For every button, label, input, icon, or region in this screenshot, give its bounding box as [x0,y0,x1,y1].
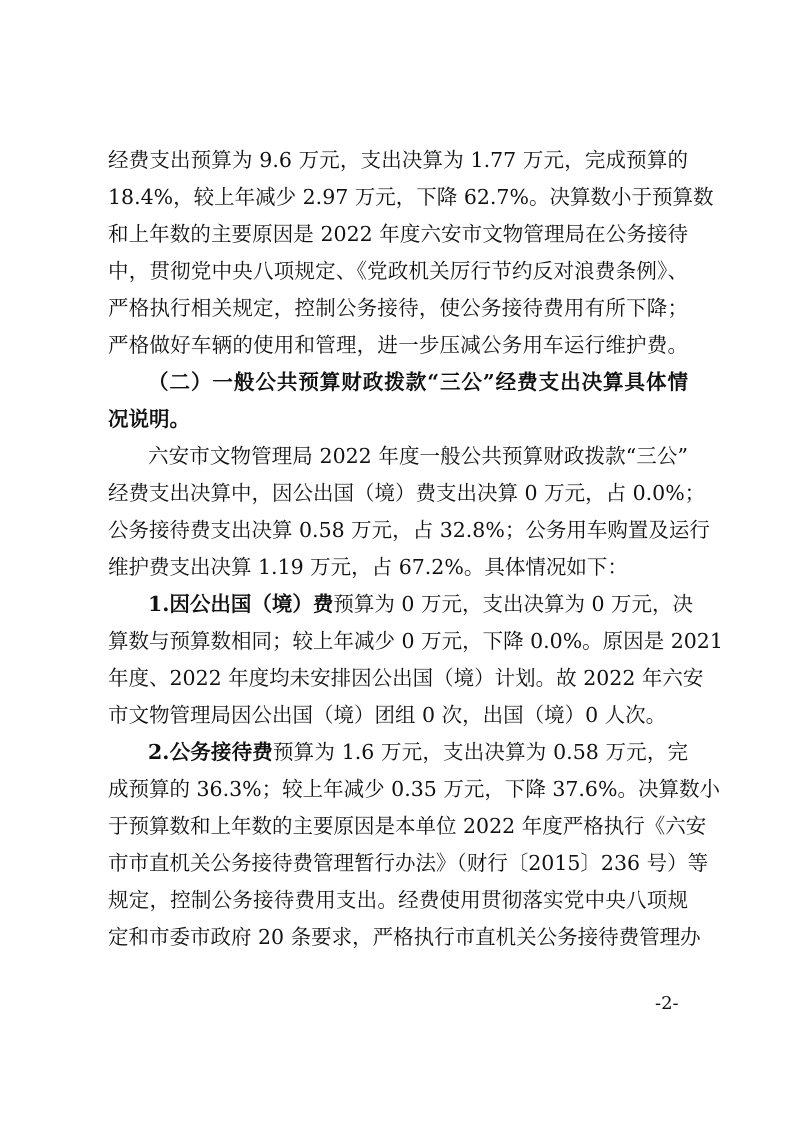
section-heading: （二）一般公共预算财政拨款“三公”经费支出决算具体情 [148,370,688,394]
body-text-line: 成预算的 36.3%；较上年减少 0.35 万元，下降 37.6%。决算数小 [108,777,720,801]
body-text-line: 维护费支出决算 1.19 万元，占 67.2%。具体情况如下： [108,555,628,579]
item-1-text: 预算为 0 万元，支出决算为 0 万元，决 [333,592,694,616]
body-text-line: 定和市委市政府 20 条要求，严格执行市直机关公务接待费管理办 [108,925,701,949]
body-text-line: 市文物管理局因公出国（境）团组 0 次，出国（境）0 人次。 [108,703,667,727]
body-text-line: 于预算数和上年数的主要原因是本单位 2022 年度严格执行《六安 [108,814,707,838]
body-text-line: 算数与预算数相同；较上年减少 0 万元，下降 0.0%。原因是 2021 [108,629,723,653]
body-text-line: 经费支出决算中，因公出国（境）费支出决算 0 万元，占 0.0%； [108,481,706,505]
item-2-text: 预算为 1.6 万元，支出决算为 0.58 万元，完 [272,740,689,764]
page-number: -2- [655,993,679,1014]
body-text-line: 年度、2022 年度均未安排因公出国（境）计划。故 2022 年六安 [108,666,704,690]
body-text-line: 经费支出预算为 9.6 万元，支出决算为 1.77 万元，完成预算的 [108,148,688,172]
body-text-line: 规定，控制公务接待费用支出。经费使用贯彻落实党中央八项规 [108,888,688,912]
body-text-line: 六安市文物管理局 2022 年度一般公共预算财政拨款“三公” [148,444,688,468]
body-text-line: 中，贯彻党中央八项规定、《党政机关厉行节约反对浪费条例》、 [108,259,688,283]
body-text-line: 18.4%，较上年减少 2.97 万元，下降 62.7%。决算数小于预算数 [108,185,714,209]
body-text-line: 严格做好车辆的使用和管理，进一步压减公务用车运行维护费。 [108,333,688,357]
body-text-line: 市市直机关公务接待费管理暂行办法》（财行〔2015〕236 号）等 [108,851,709,875]
body-text-line: 公务接待费支出决算 0.58 万元，占 32.8%；公务用车购置及运行 [108,518,710,542]
item-2-line [148,737,688,767]
item-1-title: 1.因公出国（境）费 [148,592,334,616]
body-text-line: 和上年数的主要原因是 2022 年度六安市文物管理局在公务接待 [108,222,688,246]
body-text-line: 严格执行相关规定，控制公务接待，使公务接待费用有所下降； [108,296,688,320]
section-heading-continued: 况说明。 [108,407,190,431]
item-1-line [148,589,694,619]
item-2-title: 2.公务接待费 [148,740,273,764]
